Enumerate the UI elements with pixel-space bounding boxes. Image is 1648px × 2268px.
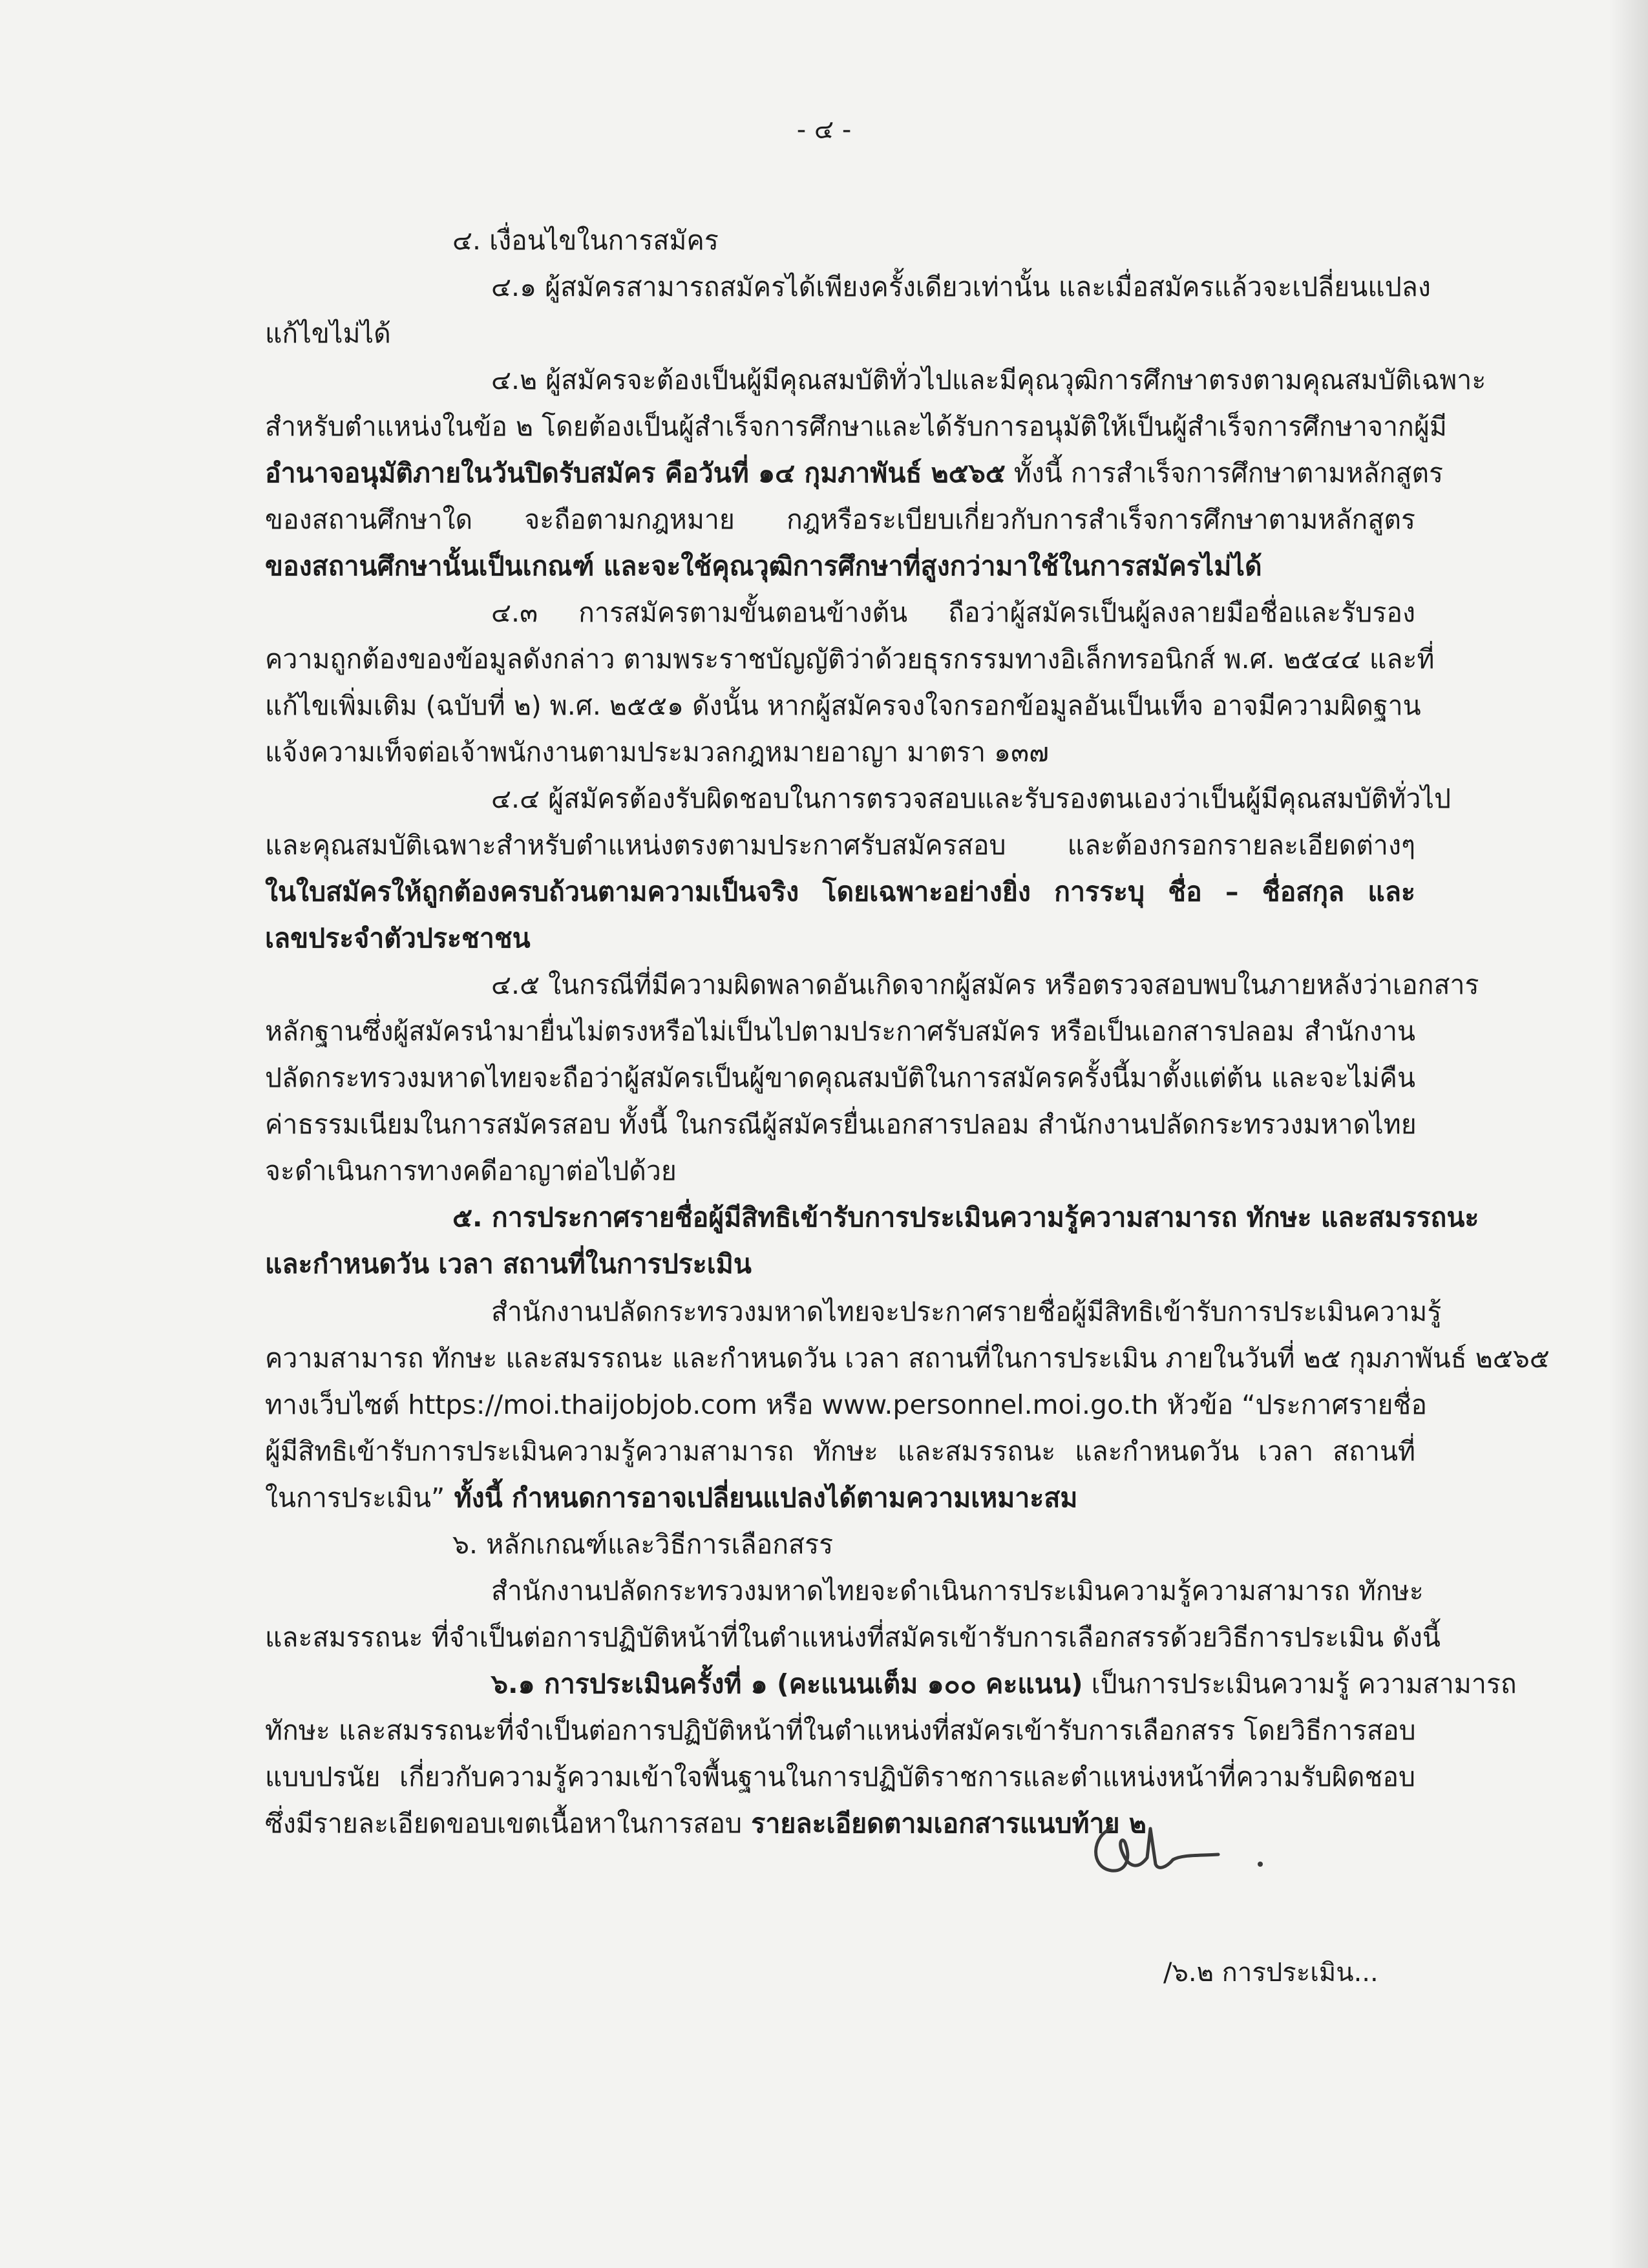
section-5-line-5 bbox=[265, 1478, 1077, 1517]
para-6-1-line-3: แบบปรนัย เกี่ยวกับความรู้ความเข้าใจพื้นฐานในการปฏิบัติราชการและตำแหน่งหน้าที่ความรับผิดชอบ bbox=[265, 1761, 1415, 1792]
attachment-reference: รายละเอียดตามเอกสารแนบท้าย ๒ bbox=[742, 1808, 1146, 1839]
para-4-5-line-2: หลักฐานซึ่งผู้สมัครนำมายื่นไม่ตรงหรือไม่เป็นไปตามประกาศรับสมัคร หรือเป็นเอกสารปลอม สำนักงาน bbox=[265, 1016, 1415, 1047]
para-4-5-line-3: ปลัดกระทรวงมหาดไทยจะถือว่าผู้สมัครเป็นผู้ขาดคุณสมบัติในการสมัครครั้งนี้มาตั้งแต่ต้น และจะไม่คืน bbox=[265, 1062, 1415, 1093]
para-4-3-line-4: แจ้งความเท็จต่อเจ้าพนักงานตามประมวลกฎหมายอาญา มาตรา ๑๓๗ bbox=[265, 737, 1049, 768]
section-5-line-5-head: ในการประเมิน” bbox=[265, 1482, 445, 1513]
section-5-line-2: ความสามารถ ทักษะ และสมรรถนะ และกำหนดวัน เวลา สถานที่ในการประเมิน ภายในวันที่ ๒๕ กุมภาพันธ์ ๒๕๖๕ bbox=[265, 1343, 1550, 1374]
para-4-2-line-5: ของสถานศึกษานั้นเป็นเกณฑ์ และจะใช้คุณวุฒิการศึกษาที่สูงกว่ามาใช้ในการสมัครไม่ได้ bbox=[265, 551, 1262, 582]
para-4-5-line-1: ๔.๕ ในกรณีที่มีความผิดพลาดอันเกิดจากผู้สมัคร หรือตรวจสอบพบในภายหลังว่าเอกสาร bbox=[491, 969, 1479, 1000]
section-6-heading: ๖. หลักเกณฑ์และวิธีการเลือกสรร bbox=[452, 1529, 834, 1560]
schedule-change-note: ทั้งนี้ กำหนดการอาจเปลี่ยนแปลงได้ตามความเหมาะสม bbox=[445, 1482, 1078, 1513]
section-5-line-1: สำนักงานปลัดกระทรวงมหาดไทยจะประกาศรายชื่อผู้มีสิทธิเข้ารับการประเมินความรู้ bbox=[491, 1296, 1442, 1327]
para-4-2-line-3 bbox=[265, 454, 1443, 492]
section-6-intro-line-2: และสมรรถนะ ที่จำเป็นต่อการปฏิบัติหน้าที่ในตำแหน่งที่สมัครเข้ารับการเลือกสรรด้วยวิธีการประเมิน ดังนี้ bbox=[265, 1622, 1441, 1653]
para-4-3-line-3: แก้ไขเพิ่มเติม (ฉบับที่ ๒) พ.ศ. ๒๕๕๑ ดังนั้น หากผู้สมัครจงใจกรอกข้อมูลอันเป็นเท็จ อาจมีความผิดฐาน bbox=[265, 690, 1421, 721]
section-5-heading-line-1: ๕. การประกาศรายชื่อผู้มีสิทธิเข้ารับการประเมินความรู้ความสามารถ ทักษะ และสมรรถนะ bbox=[452, 1202, 1479, 1233]
continuation-note: /๖.๒ การประเมิน... bbox=[1163, 1958, 1379, 1988]
para-4-2-line-2: สำหรับตำแหน่งในข้อ ๒ โดยต้องเป็นผู้สำเร็จการศึกษาและได้รับการอนุมัติให้เป็นผู้สำเร็จการศึกษาจากผู้มี bbox=[265, 411, 1447, 442]
para-4-5-line-4: ค่าธรรมเนียมในการสมัครสอบ ทั้งนี้ ในกรณีผู้สมัครยื่นเอกสารปลอม สำนักงานปลัดกระทรวงมหาดไทย bbox=[265, 1109, 1417, 1140]
handwritten-initials bbox=[1086, 1809, 1280, 1880]
para-4-2-line-3-tail: ทั้งนี้ การสำเร็จการศึกษาตามหลักสูตร bbox=[1005, 457, 1443, 488]
section-5-heading-line-2: และกำหนดวัน เวลา สถานที่ในการประเมิน bbox=[265, 1248, 752, 1279]
para-6-1-line-2: ทักษะ และสมรรถนะที่จำเป็นต่อการปฏิบัติหน้าที่ในตำแหน่งที่สมัครเข้ารับการเลือกสรร โดยวิธีการสอบ bbox=[265, 1715, 1416, 1746]
para-4-4-line-4: เลขประจำตัวประชาชน bbox=[265, 923, 531, 954]
para-4-3-line-1: ๔.๓ การสมัครตามขั้นตอนข้างต้น ถือว่าผู้สมัครเป็นผู้ลงลายมือชื่อและรับรอง bbox=[491, 597, 1415, 628]
para-4-4-line-3: ในใบสมัครให้ถูกต้องครบถ้วนตามความเป็นจริง โดยเฉพาะอย่างยิ่ง การระบุ ชื่อ – ชื่อสกุล และ bbox=[265, 876, 1415, 907]
para-6-1-line-4-head: ซึ่งมีรายละเอียดขอบเขตเนื้อหาในการสอบ bbox=[265, 1808, 743, 1839]
para-4-1-line-1: ๔.๑ ผู้สมัครสามารถสมัครได้เพียงครั้งเดียวเท่านั้น และเมื่อสมัครแล้วจะเปลี่ยนแปลง bbox=[491, 271, 1431, 302]
para-6-1-line-1 bbox=[491, 1664, 1517, 1703]
section-4-heading: ๔. เงื่อนไขในการสมัคร bbox=[452, 225, 719, 256]
closing-date-text: อำนาจอนุมัติภายในวันปิดรับสมัคร คือวันที่ ๑๔ กุมภาพันธ์ ๒๕๖๕ bbox=[265, 457, 1006, 488]
para-4-5-line-5: จะดำเนินการทางคดีอาญาต่อไปด้วย bbox=[265, 1155, 677, 1186]
para-4-2-line-4: ของสถานศึกษาใด จะถือตามกฎหมาย กฎหรือระเบียบเกี่ยวกับการสำเร็จการศึกษาตามหลักสูตร bbox=[265, 504, 1415, 535]
para-6-1-line-1-tail: เป็นการประเมินความรู้ ความสามารถ bbox=[1083, 1668, 1517, 1699]
para-4-4-line-1: ๔.๔ ผู้สมัครต้องรับผิดชอบในการตรวจสอบและรับรองตนเองว่าเป็นผู้มีคุณสมบัติทั่วไป bbox=[491, 783, 1451, 814]
scan-edge-shadow bbox=[1609, 0, 1648, 2268]
page-number: - ๔ - bbox=[796, 115, 852, 145]
section-6-intro-line-1: สำนักงานปลัดกระทรวงมหาดไทยจะดำเนินการประเมินความรู้ความสามารถ ทักษะ bbox=[491, 1575, 1424, 1606]
section-5-line-3: ทางเว็บไซต์ https://moi.thaijobjob.com หรือ www.personnel.moi.go.th หัวข้อ “ประกาศรายชื่อ bbox=[265, 1389, 1427, 1420]
section-5-line-4: ผู้มีสิทธิเข้ารับการประเมินความรู้ความสามารถ ทักษะ และสมรรถนะ และกำหนดวัน เวลา สถานที่ bbox=[265, 1436, 1415, 1467]
para-4-2-line-1: ๔.๒ ผู้สมัครจะต้องเป็นผู้มีคุณสมบัติทั่วไปและมีคุณวุฒิการศึกษาตรงตามคุณสมบัติเฉพาะ bbox=[491, 364, 1486, 395]
para-4-3-line-2: ความถูกต้องของข้อมูลดังกล่าว ตามพระราชบัญญัติว่าด้วยธุรกรรมทางอิเล็กทรอนิกส์ พ.ศ. ๒๕๔๔ และที่ bbox=[265, 644, 1435, 675]
para-4-1-line-2: แก้ไขไม่ได้ bbox=[265, 318, 391, 349]
para-6-1-line-4 bbox=[265, 1804, 1146, 1843]
para-4-4-line-2: และคุณสมบัติเฉพาะสำหรับตำแหน่งตรงตามประกาศรับสมัครสอบ และต้องกรอกรายละเอียดต่างๆ bbox=[265, 830, 1415, 861]
assessment-1-title: ๖.๑ การประเมินครั้งที่ ๑ (คะแนนเต็ม ๑๐๐ คะแนน) bbox=[491, 1668, 1083, 1699]
